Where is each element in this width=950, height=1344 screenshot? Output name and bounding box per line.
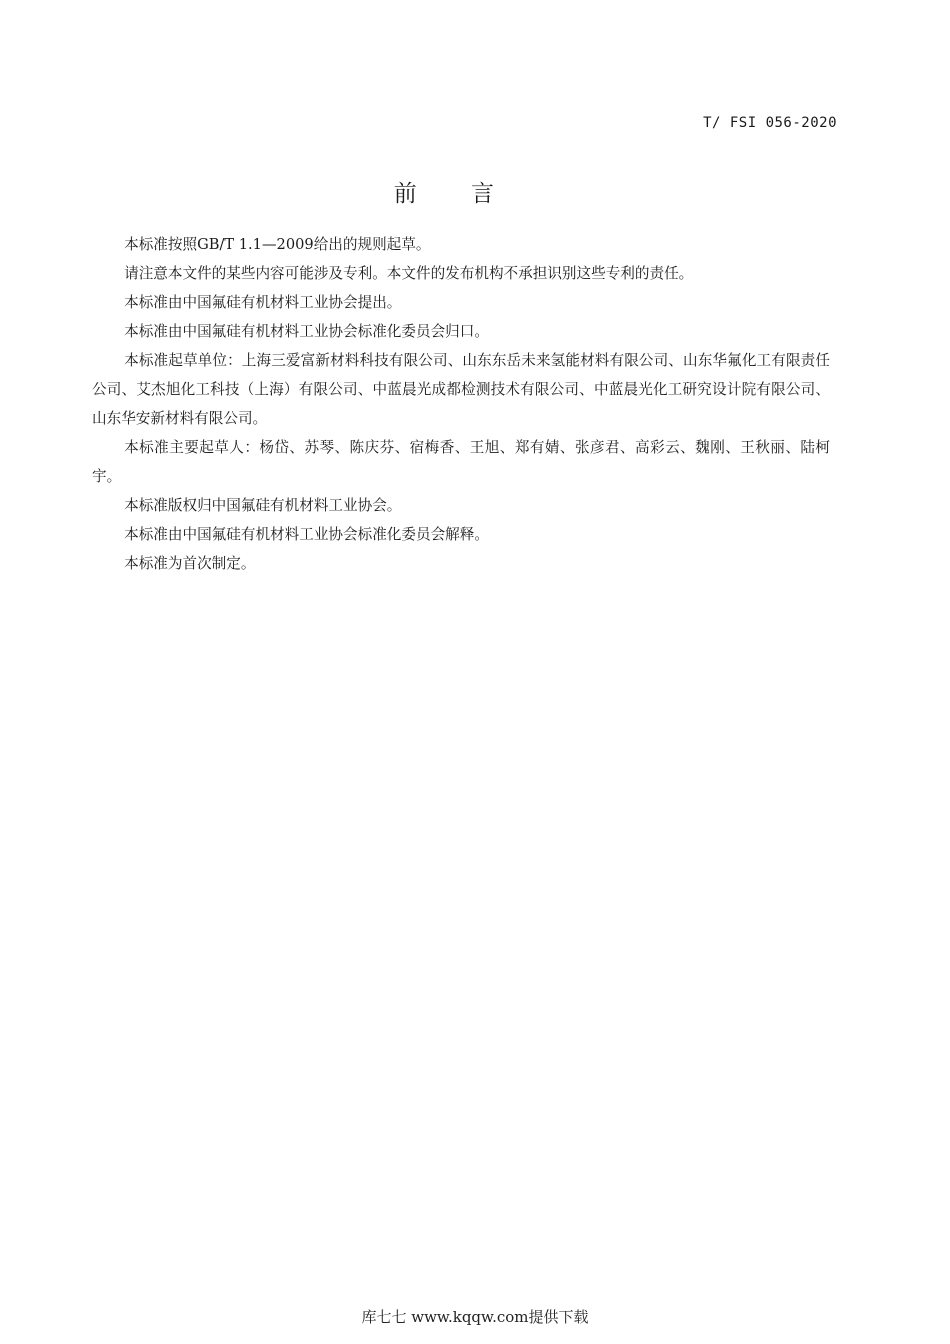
paragraph-first-edition: 本标准为首次制定。 [124,555,256,572]
footer-watermark: 库七七 www.kqqw.com提供下载 [361,1308,589,1326]
paragraph-centralized-by: 本标准由中国氟硅有机材料工业协会标准化委员会归口。 [124,323,489,340]
paragraph-proposed-by: 本标准由中国氟硅有机材料工业协会提出。 [124,294,402,311]
paragraph-drafters: 本标准主要起草人：杨岱、苏琴、陈庆芬、宿梅香、王旭、郑有婧、张彦君、高彩云、魏刚、王秋丽、陆柯宇。 [92,439,830,485]
paragraph-copyright: 本标准版权归中国氟硅有机材料工业协会。 [124,497,402,514]
page-title [0,175,890,208]
paragraph-drafting-units: 本标准起草单位：上海三爱富新材料科技有限公司、山东东岳未来氢能材料有限公司、山东华氟化工有限责任公司、艾杰旭化工科技（上海）有限公司、中蓝晨光成都检测技术有限公司、中蓝晨光化工研究设计院有限公司、山东华安新材料有限公司。 [92,352,830,427]
title-char-1: 前 [393,181,419,207]
title-char-2: 言 [471,181,497,207]
paragraph-drafting-rules: 本标准按照GB/T 1.1—2009给出的规则起草。 [124,236,431,253]
paragraph-interpretation: 本标准由中国氟硅有机材料工业协会标准化委员会解释。 [124,526,489,543]
paragraph-patent-notice: 请注意本文件的某些内容可能涉及专利。本文件的发布机构不承担识别这些专利的责任。 [124,265,694,282]
document-code: T/ FSI 056-2020 [703,115,837,131]
foreword-body [92,230,830,578]
